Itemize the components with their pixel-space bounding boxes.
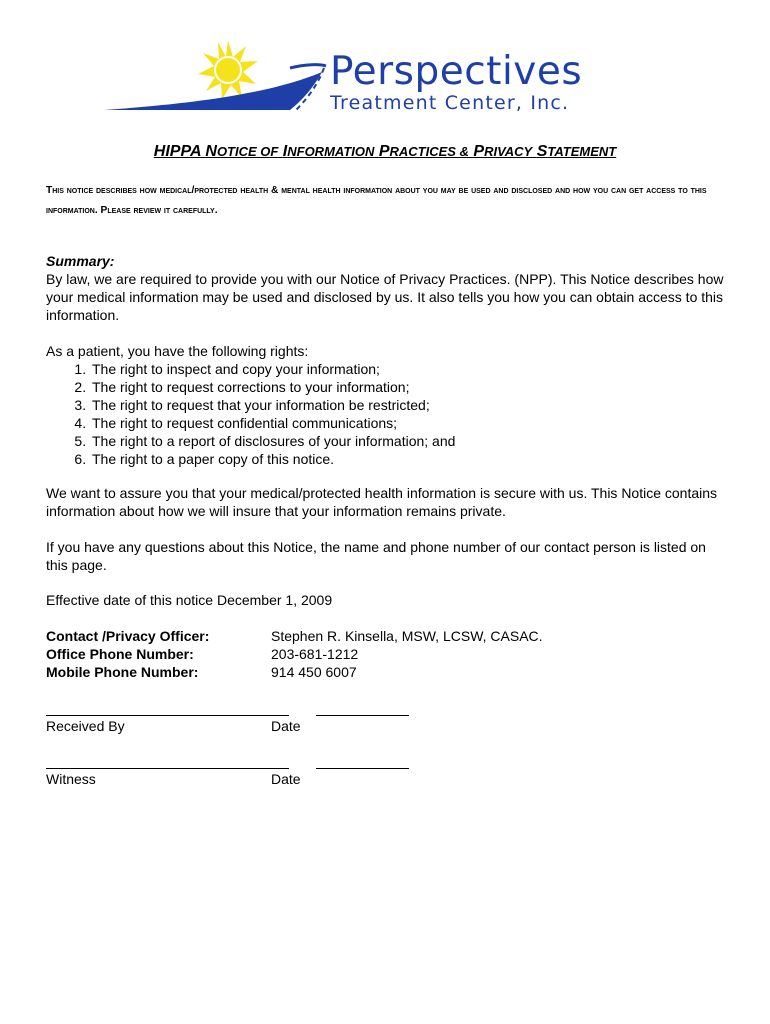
contact-officer-value: Stephen R. Kinsella, MSW, LCSW, CASAC. <box>271 628 543 644</box>
list-item: 1. The right to inspect and copy your information; <box>90 360 455 378</box>
mobile-phone-value: 914 450 6007 <box>271 664 357 680</box>
witness-date-line[interactable] <box>316 768 409 769</box>
summary-paragraph: By law, we are required to provide you with our Notice of Privacy Practices. (NPP). This Notice describes how your medical information may be used and disclosed by us. It also tells you how you can obtain access to this information. <box>46 271 724 323</box>
witness-signature-line[interactable] <box>46 768 289 769</box>
sun-icon <box>198 40 258 99</box>
summary-heading: Summary: <box>46 253 115 269</box>
company-name: Perspectives <box>330 49 583 94</box>
office-phone-label: Office Phone Number: <box>46 646 194 662</box>
received-date-label: Date <box>271 718 301 734</box>
received-by-signature-line[interactable] <box>46 715 289 716</box>
list-item: 2. The right to request corrections to your information; <box>90 378 455 396</box>
received-date-line[interactable] <box>316 715 409 716</box>
questions-paragraph: If you have any questions about this Notice, the name and phone number of our contact person is listed on this page. <box>46 539 706 573</box>
notice-intro: This notice describes how medical/protected health & mental health information about you may be used and disclosed and how you can get access to this information. Please review it carefully. <box>46 185 707 216</box>
list-item: 3. The right to request that your information be restricted; <box>90 396 455 414</box>
rights-intro: As a patient, you have the following rights: <box>46 343 309 359</box>
list-item: 4. The right to request confidential communications; <box>90 414 455 432</box>
contact-officer-label: Contact /Privacy Officer: <box>46 628 210 644</box>
mobile-phone-label: Mobile Phone Number: <box>46 664 199 680</box>
witness-label: Witness <box>46 771 96 787</box>
effective-date: Effective date of this notice December 1, 2009 <box>46 592 333 608</box>
list-item: 6. The right to a paper copy of this notice. <box>90 450 455 468</box>
list-item: 5. The right to a report of disclosures of your information; and <box>90 432 455 450</box>
rights-list <box>46 360 455 468</box>
witness-date-label: Date <box>271 771 301 787</box>
received-by-label: Received By <box>46 718 125 734</box>
assurance-paragraph: We want to assure you that your medical/protected health information is secure with us. This Notice contains information about how we will insure that your information remains private. <box>46 485 718 519</box>
document-title: HIPPA NOTICE OF INFORMATION PRACTICES & PRIVACY STATEMENT <box>153 143 617 160</box>
company-subtitle: Treatment Center, Inc. <box>330 92 570 114</box>
office-phone-value: 203-681-1212 <box>271 646 359 662</box>
